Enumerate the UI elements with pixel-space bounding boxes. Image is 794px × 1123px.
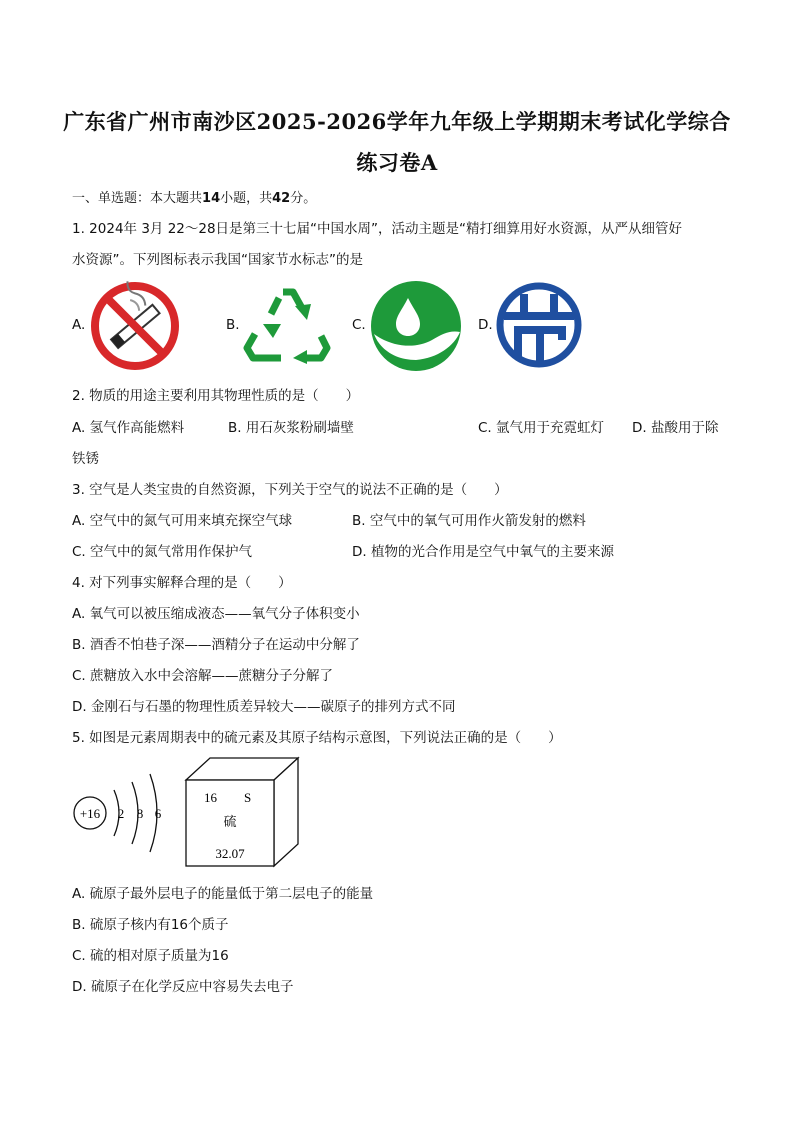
q3-option-c: C. 空气中的氮气常用作保护气 xyxy=(72,544,253,560)
q4-option-b: B. 酒香不怕巷子深——酒精分子在运动中分解了 xyxy=(72,637,360,653)
recycle-icon xyxy=(243,284,333,364)
q3-option-d: D. 植物的光合作用是空气中氧气的主要来源 xyxy=(352,544,614,560)
section-count: 14 xyxy=(202,191,221,206)
element-atomic-mass: 32.07 xyxy=(215,846,245,861)
q1-stem-line1: 1. 2024年 3月 22～28日是第三十七届“中国水周”，活动主题是“精打细算用好水资源，从严从细管好 xyxy=(72,221,683,237)
section-score: 42 xyxy=(272,191,291,206)
q4-option-a: A. 氧气可以被压缩成液态——氧气分子体积变小 xyxy=(72,606,360,622)
q4-stem: 4. 对下列事实解释合理的是（ ） xyxy=(72,575,292,591)
element-cell-diagram xyxy=(184,756,300,872)
q1-option-b-label: B. xyxy=(226,317,240,333)
q2-option-b: B. 用石灰浆粉刷墙壁 xyxy=(228,420,354,436)
circle-emblem-icon xyxy=(496,282,582,368)
section-label: 一、单选题： xyxy=(72,191,151,206)
q3-option-b: B. 空气中的氧气可用作火箭发射的燃料 xyxy=(352,513,586,529)
q2-option-a: A. 氢气作高能燃料 xyxy=(72,420,185,436)
q5-option-d: D. 硫原子在化学反应中容易失去电子 xyxy=(72,979,294,995)
water-saving-icon xyxy=(370,280,462,372)
q3-stem: 3. 空气是人类宝贵的自然资源，下列关于空气的说法不正确的是（ ） xyxy=(72,482,508,498)
q2-option-d: D. 盐酸用于除 xyxy=(632,420,719,436)
q1-option-a-label: A. xyxy=(72,317,86,333)
q4-option-d: D. 金刚石与石墨的物理性质差异较大——碳原子的排列方式不同 xyxy=(72,699,456,715)
page-title-line2: 练习卷A xyxy=(356,150,438,175)
q5-stem: 5. 如图是元素周期表中的硫元素及其原子结构示意图，下列说法正确的是（ ） xyxy=(72,730,562,746)
q3-option-a: A. 空气中的氮气可用来填充探空气球 xyxy=(72,513,293,529)
q2-stem: 2. 物质的用途主要利用其物理性质的是（ ） xyxy=(72,388,360,404)
atom-shell-2-count: 8 xyxy=(136,806,144,821)
element-name: 硫 xyxy=(223,815,237,830)
element-atomic-number: 16 xyxy=(204,790,217,805)
section-detail-post: 分。 xyxy=(290,191,317,206)
q5-option-a: A. 硫原子最外层电子的能量低于第二层电子的能量 xyxy=(72,886,374,902)
q2-option-d-continued: 铁锈 xyxy=(72,451,99,467)
no-smoking-icon xyxy=(90,281,180,371)
atom-nucleus-charge: +16 xyxy=(79,806,101,821)
q1-stem-line2: 水资源”。下列图标表示我国“国家节水标志”的是 xyxy=(72,252,363,268)
section-detail-pre: 本大题共 xyxy=(150,191,203,206)
atom-shell-1-count: 2 xyxy=(117,806,125,821)
q1-option-c-label: C. xyxy=(352,317,366,333)
q1-option-d-label: D. xyxy=(478,317,493,333)
q4-option-c: C. 蔗糖放入水中会溶解——蔗糖分子分解了 xyxy=(72,668,334,684)
q5-option-b: B. 硫原子核内有16个质子 xyxy=(72,917,229,933)
atom-shell-3-count: 6 xyxy=(154,806,162,821)
section-detail-mid: 小题，共 xyxy=(220,191,273,206)
section-heading xyxy=(72,187,316,206)
q2-option-c: C. 氩气用于充霓虹灯 xyxy=(478,420,605,436)
page-title-line1: 广东省广州市南沙区2025-2026学年九年级上学期期末考试化学综合 xyxy=(63,109,731,134)
element-symbol: S xyxy=(244,790,252,805)
atom-structure-diagram xyxy=(70,770,170,860)
q5-option-c: C. 硫的相对原子质量为16 xyxy=(72,948,229,964)
